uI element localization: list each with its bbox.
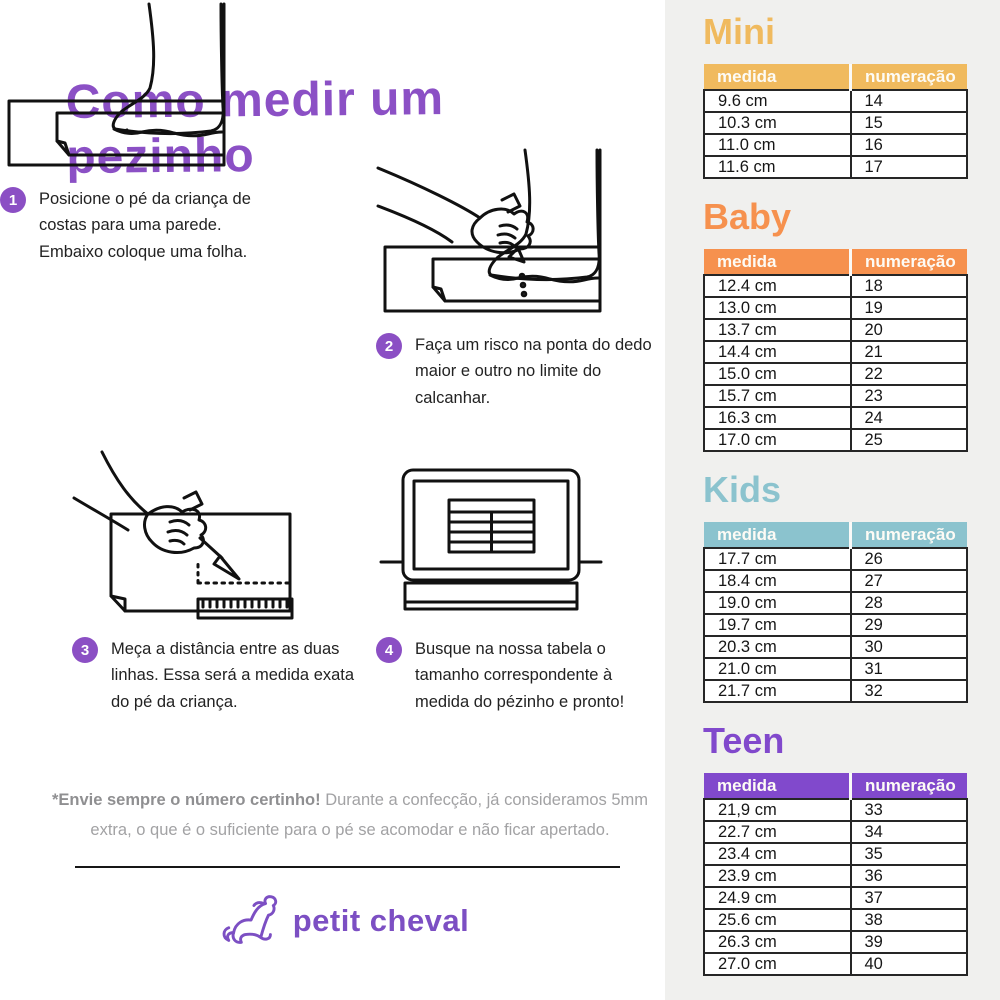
table-row xyxy=(704,548,967,570)
size-group-title: Kids xyxy=(703,469,782,510)
table-row xyxy=(704,156,967,178)
table-cell: 21 xyxy=(851,341,968,363)
table-cell: 18 xyxy=(851,275,968,297)
table-cell: 13.7 cm xyxy=(704,319,851,341)
footnote-rest: Durante a confecção, já consideramos 5mm extra, o que é o suficiente para o pé se acomodar e não ficar apertado. xyxy=(90,791,649,839)
table-cell: 16.3 cm xyxy=(704,407,851,429)
table-row xyxy=(704,570,967,592)
table-cell: 36 xyxy=(851,865,968,887)
table-cell: 23.9 cm xyxy=(704,865,851,887)
brand-logo xyxy=(0,892,690,950)
size-section xyxy=(703,196,1000,452)
step-2-text: Faça um risco na ponta do dedo maior e outro no limite do calcanhar. xyxy=(415,336,652,407)
table-cell: 17.7 cm xyxy=(704,548,851,570)
step-1-text: Posicione o pé da criança de costas para uma parede. Embaixo coloque uma folha. xyxy=(39,190,251,261)
size-table xyxy=(703,64,968,179)
measure-distance-illustration xyxy=(72,450,364,622)
size-section xyxy=(703,720,1000,976)
size-group-title: Baby xyxy=(703,196,792,237)
mark-toe-illustration xyxy=(376,146,668,318)
step-2 xyxy=(376,332,668,411)
table-row xyxy=(704,887,967,909)
size-section xyxy=(703,11,1000,179)
table-row xyxy=(704,341,967,363)
table-cell: 20 xyxy=(851,319,968,341)
size-group-title: Mini xyxy=(703,11,775,52)
logo-text: petit cheval xyxy=(292,903,470,938)
step-3-number-badge: 3 xyxy=(72,637,98,663)
step-4-number-badge: 4 xyxy=(376,637,402,663)
table-header-row xyxy=(704,522,967,548)
step-block-3 xyxy=(72,450,364,715)
column-header-medida: medida xyxy=(704,522,851,548)
size-table-on-screen-illustration xyxy=(376,450,668,622)
size-table xyxy=(703,522,968,703)
table-cell: 40 xyxy=(851,953,968,975)
table-cell: 31 xyxy=(851,658,968,680)
table-cell: 39 xyxy=(851,931,968,953)
table-cell: 24.9 cm xyxy=(704,887,851,909)
step-block-4 xyxy=(376,450,668,715)
table-cell: 26 xyxy=(851,548,968,570)
table-row xyxy=(704,385,967,407)
table-row xyxy=(704,614,967,636)
table-row xyxy=(704,297,967,319)
table-cell: 37 xyxy=(851,887,968,909)
table-cell: 25 xyxy=(851,429,968,451)
table-row xyxy=(704,636,967,658)
step-1-number-badge: 1 xyxy=(0,187,26,213)
divider-line xyxy=(75,866,620,868)
column-header-medida: medida xyxy=(704,64,851,90)
table-cell: 24 xyxy=(851,407,968,429)
table-cell: 15 xyxy=(851,112,968,134)
table-cell: 19.0 cm xyxy=(704,592,851,614)
table-cell: 15.0 cm xyxy=(704,363,851,385)
column-header-numeracao: numeração xyxy=(851,64,968,90)
table-row xyxy=(704,821,967,843)
size-group-title: Teen xyxy=(703,720,785,761)
table-cell: 19.7 cm xyxy=(704,614,851,636)
column-header-numeracao: numeração xyxy=(851,773,968,799)
step-1 xyxy=(0,186,292,265)
table-header-row xyxy=(704,64,967,90)
table-row xyxy=(704,658,967,680)
table-cell: 28 xyxy=(851,592,968,614)
table-cell: 30 xyxy=(851,636,968,658)
column-header-medida: medida xyxy=(704,773,851,799)
table-cell: 27 xyxy=(851,570,968,592)
table-cell: 11.6 cm xyxy=(704,156,851,178)
size-section xyxy=(703,469,1000,703)
table-cell: 21.7 cm xyxy=(704,680,851,702)
table-row xyxy=(704,931,967,953)
column-header-medida: medida xyxy=(704,249,851,275)
table-cell: 13.0 cm xyxy=(704,297,851,319)
step-4-text: Busque na nossa tabela o tamanho correspondente à medida do pézinho e pronto! xyxy=(415,640,625,711)
table-cell: 34 xyxy=(851,821,968,843)
size-table xyxy=(703,773,968,976)
size-tables-sidebar xyxy=(665,0,1000,1000)
table-row xyxy=(704,909,967,931)
step-block-2 xyxy=(376,146,668,411)
horse-icon xyxy=(221,892,283,950)
table-cell: 16 xyxy=(851,134,968,156)
table-cell: 12.4 cm xyxy=(704,275,851,297)
table-cell: 25.6 cm xyxy=(704,909,851,931)
table-row xyxy=(704,319,967,341)
table-cell: 11.0 cm xyxy=(704,134,851,156)
table-cell: 21.0 cm xyxy=(704,658,851,680)
table-cell: 23.4 cm xyxy=(704,843,851,865)
step-3-text: Meça a distância entre as duas linhas. Essa será a medida exata do pé da criança. xyxy=(111,640,355,711)
table-header-row xyxy=(704,773,967,799)
footnote xyxy=(45,786,655,845)
column-header-numeracao: numeração xyxy=(851,522,968,548)
step-2-number-badge: 2 xyxy=(376,333,402,359)
page-title: Como medir um pezinho xyxy=(65,72,445,185)
step-3 xyxy=(72,636,364,715)
table-cell: 14.4 cm xyxy=(704,341,851,363)
table-cell: 15.7 cm xyxy=(704,385,851,407)
table-cell: 17 xyxy=(851,156,968,178)
column-header-numeracao: numeração xyxy=(851,249,968,275)
table-cell: 19 xyxy=(851,297,968,319)
table-cell: 20.3 cm xyxy=(704,636,851,658)
table-row xyxy=(704,90,967,112)
table-cell: 14 xyxy=(851,90,968,112)
table-row xyxy=(704,429,967,451)
step-block-1 xyxy=(0,0,292,265)
table-cell: 38 xyxy=(851,909,968,931)
table-row xyxy=(704,865,967,887)
table-row xyxy=(704,592,967,614)
table-cell: 10.3 cm xyxy=(704,112,851,134)
table-row xyxy=(704,363,967,385)
table-cell: 27.0 cm xyxy=(704,953,851,975)
table-cell: 26.3 cm xyxy=(704,931,851,953)
table-row xyxy=(704,407,967,429)
table-cell: 18.4 cm xyxy=(704,570,851,592)
step-4 xyxy=(376,636,668,715)
table-cell: 22 xyxy=(851,363,968,385)
table-row xyxy=(704,799,967,821)
table-cell: 17.0 cm xyxy=(704,429,851,451)
table-cell: 21,9 cm xyxy=(704,799,851,821)
table-row xyxy=(704,134,967,156)
size-table xyxy=(703,249,968,452)
table-cell: 29 xyxy=(851,614,968,636)
table-row xyxy=(704,953,967,975)
table-row xyxy=(704,843,967,865)
table-cell: 9.6 cm xyxy=(704,90,851,112)
table-row xyxy=(704,680,967,702)
foot-against-wall-illustration xyxy=(0,0,292,172)
table-cell: 33 xyxy=(851,799,968,821)
footnote-bold: *Envie sempre o número certinho! xyxy=(51,791,321,809)
table-cell: 22.7 cm xyxy=(704,821,851,843)
size-tables xyxy=(703,11,1000,976)
table-cell: 23 xyxy=(851,385,968,407)
table-header-row xyxy=(704,249,967,275)
table-cell: 35 xyxy=(851,843,968,865)
table-row xyxy=(704,112,967,134)
table-row xyxy=(704,275,967,297)
table-cell: 32 xyxy=(851,680,968,702)
